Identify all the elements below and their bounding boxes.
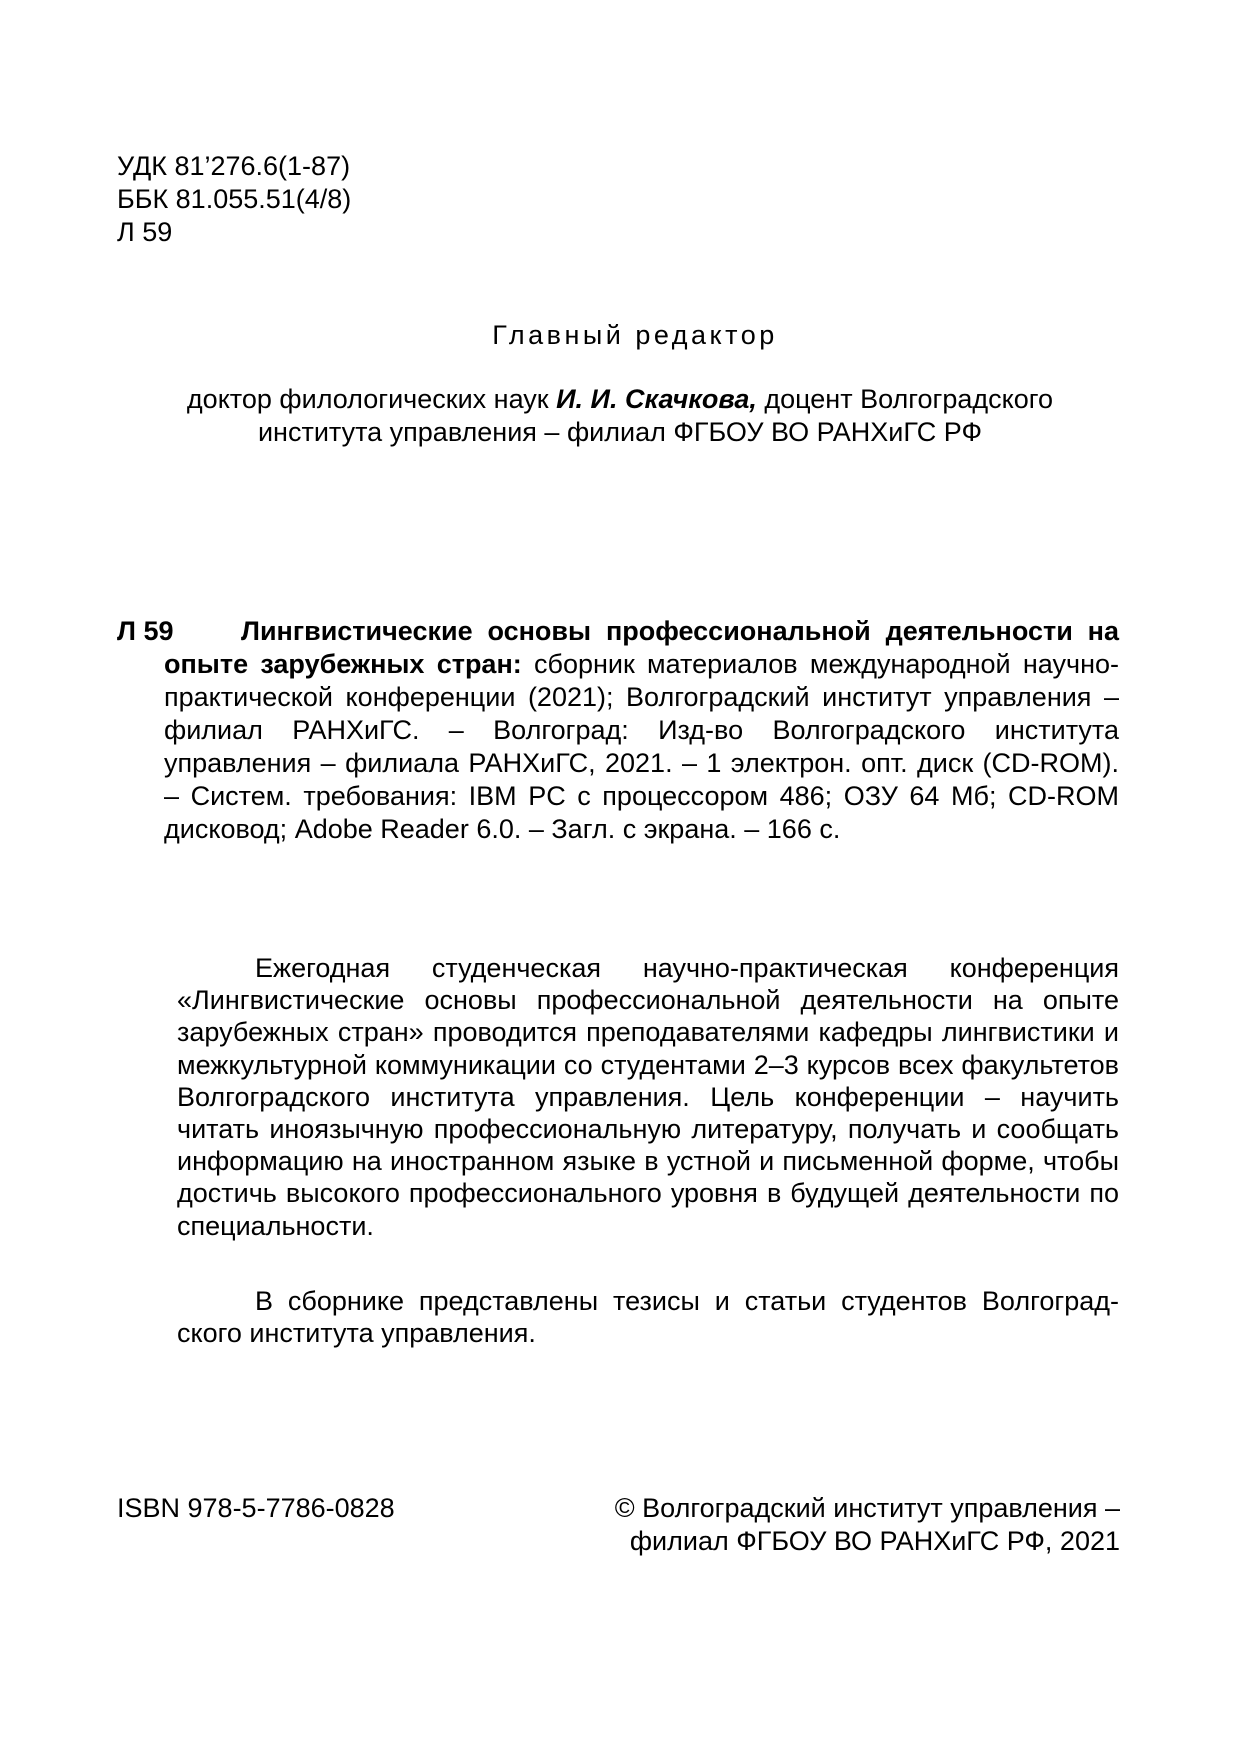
editor-name: И. И. Скачкова, — [556, 384, 757, 414]
copyright-line-1: © Волгоградский институт управления – — [614, 1493, 1120, 1523]
udk-code: УДК 81’276.6(1-87) — [117, 151, 351, 181]
editor-description — [140, 383, 1100, 449]
editor-degree: доктор филологических наук — [186, 384, 557, 414]
entry-description: сборник материалов международной научно-практической конференции (2021); Волгоградский институт управления – филиал РАНХиГС. – Волгоград: Изд-во Волгоградского института управления – филиала РАНХиГС, 2021. – 1 электрон. опт. диск (CD-ROM). – Систем. требования: IBM PC с процессором 486; ОЗУ 64 Мб; CD-ROM дисковод; Adobe Reader 6.0. – Загл. с экрана. – 166 с. — [164, 649, 1119, 844]
annotation-paragraph-2: В сборнике представлены тезисы и статьи студентов Волгоградского института управления. — [177, 1286, 1119, 1349]
editor-heading: Главный редактор — [492, 320, 778, 350]
classification-codes — [117, 150, 351, 249]
entry-code: Л 59 — [117, 616, 174, 646]
entry-title: Лингвистические основы профессиональной деятельности на опыте зарубежных стран: — [164, 616, 1119, 679]
copyright-line-2: филиал ФГБОУ ВО РАНХиГС РФ, 2021 — [629, 1526, 1120, 1556]
author-sign: Л 59 — [117, 217, 173, 247]
annotation-paragraph-1: Ежегодная студенческая научно-практическая конференция «Лингвистические основы профессиональной деятельности на опыте зарубежных стран» проводится преподавателями кафедры лингвистики и межкультурной коммуникации со студентами 2–3 курсов всех факультетов Волгоградского института управления. Цель конференции – научить читать иноязычную профессиональную литературу, получать и сообщать информацию на иностранном языке в устной и письменной форме, чтобы достичь высокого профессионального уровня в будущей деятельности по специальности. — [177, 953, 1119, 1241]
editor-position: доцент Волгоградского института управления – филиал ФГБОУ ВО РАНХиГС РФ — [257, 384, 1054, 447]
copyright — [560, 1492, 1120, 1558]
catalog-entry — [164, 615, 1119, 846]
bbk-code: ББК 81.055.51(4/8) — [117, 184, 352, 214]
isbn: ISBN 978-5-7786-0828 — [117, 1493, 395, 1523]
